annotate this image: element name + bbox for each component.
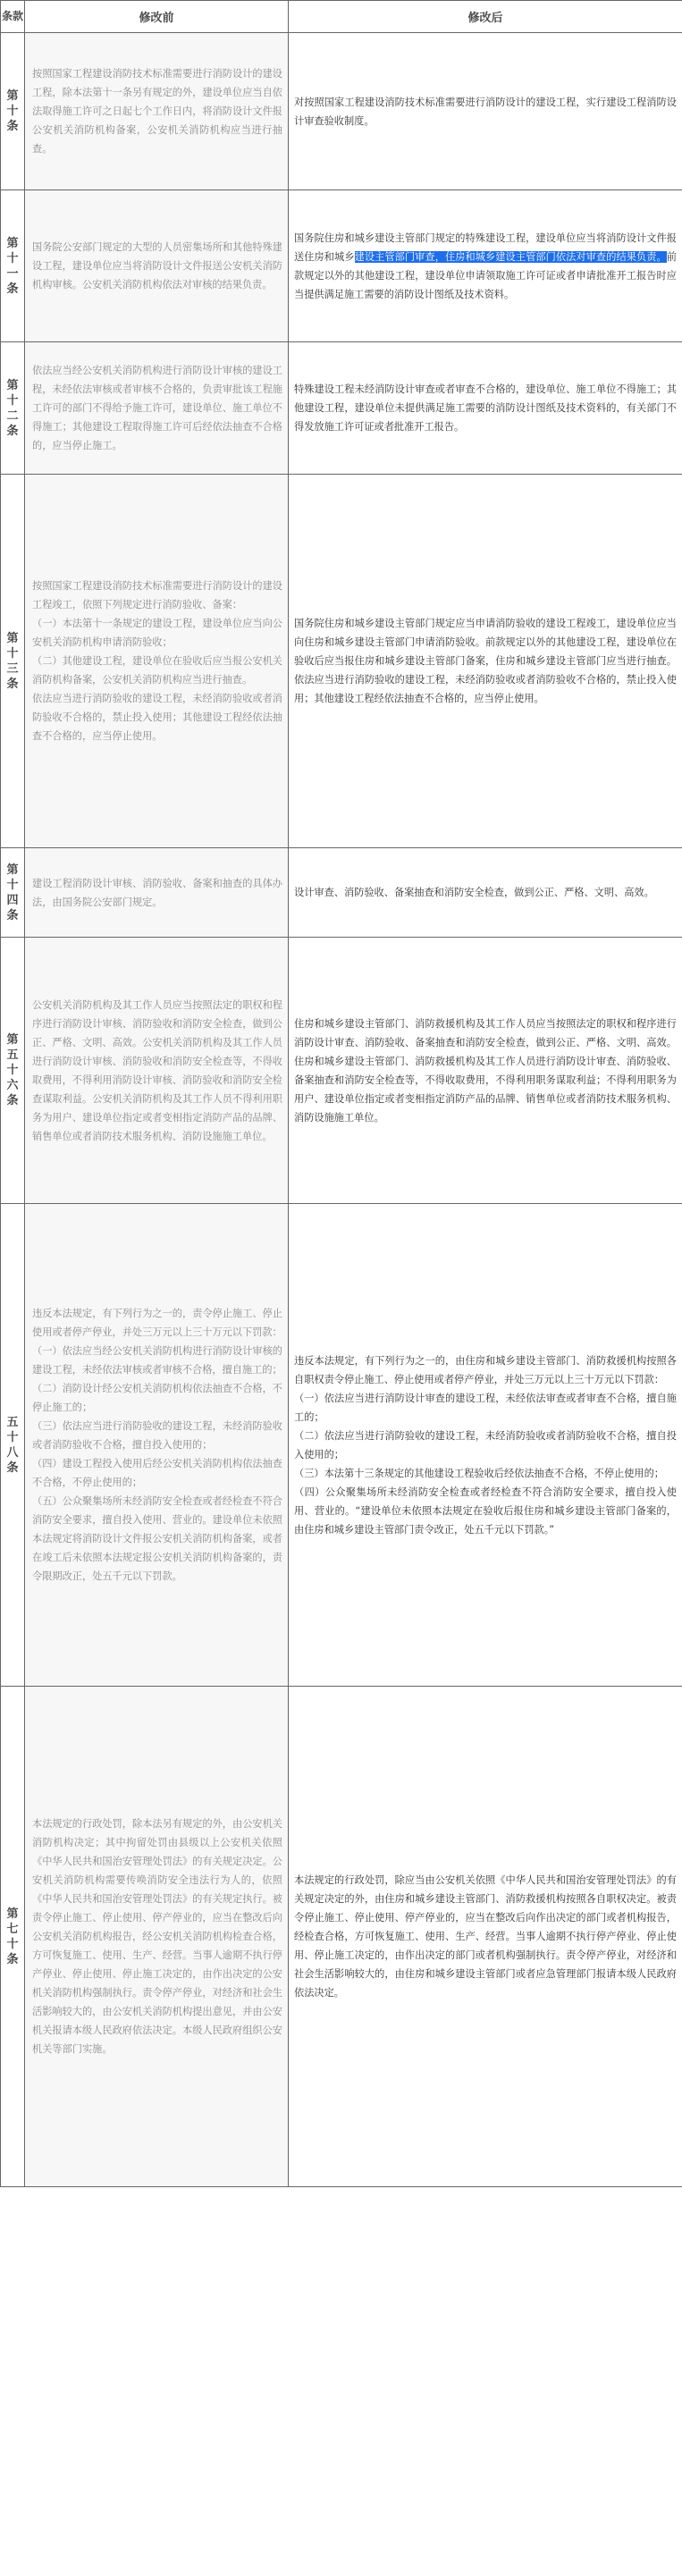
header-after: 修改后 [289, 1, 682, 33]
table-row [1, 342, 682, 475]
before-text: 公安机关消防机构及其工作人员应当按照法定的职权和程序进行消防设计审核、消防验收和消防安全检查，做到公正、严格、文明、高效。公安机关消防机构及其工作人员进行消防设计审核、消防验收和消防安全检查等，不得收取费用，不得利用消防设计审核、消防验收和消防安全检查谋取利益。公安机关消防机构及其工作人员不得利用职务为用户、建设单位指定或者变相指定消防产品的品牌、销售单位或者消防技术服务机构、消防设施施工单位。 [32, 998, 282, 1142]
header-article: 条款 [1, 1, 25, 33]
after-text: 对按照国家工程建设消防技术标准需要进行消防设计的建设工程，实行建设工程消防设计审查验收制度。 [294, 96, 677, 127]
header-row [1, 1, 682, 33]
after-text: 特殊建设工程未经消防设计审查或者审查不合格的，建设单位、施工单位不得施工；其他建设工程，建设单位未提供满足施工需要的消防设计图纸及技术资料的，有关部门不得发放施工许可证或者批准开工报告。 [294, 383, 677, 433]
after-text: 本法规定的行政处罚，除应当由公安机关依照《中华人民共和国治安管理处罚法》的有关规定决定的外，由住房和城乡建设主管部门、消防救援机构按照各自职权决定。被责令停止施工、停止使用、停产停业的，应当在整改后向作出决定的部门或者机构报告，经检查合格，方可恢复施工、使用、生产、经营。当事人逾期不执行停产停业、停止使用、停止施工决定的，由作出决定的部门或者机构强制执行。责令停产停业，对经济和社会生活影响较大的，由住房和城乡建设主管部门或者应急管理部门报请本级人民政府依法决定。 [294, 1874, 677, 1999]
before-paragraph: （三）依法应当进行消防验收的建设工程，未经消防验收或者消防验收不合格，擅自投入使用的； [32, 1420, 282, 1451]
before-text: 建设工程消防设计审核、消防验收、备案和抽查的具体办法，由国务院公安部门规定。 [32, 877, 282, 908]
before-paragraph: （一）本法第十一条规定的建设工程，建设单位应当向公安机关消防机构申请消防验收； [32, 618, 282, 648]
table-row [1, 1687, 682, 2187]
article-cell: 第 十 三 条 [1, 475, 25, 848]
after-paragraph: （四）公众聚集场所未经消防安全检查或者经检查不符合消防安全要求，擅自投入使用、营业的。“建设单位未依照本法规定在验收后报住房和城乡建设主管部门备案的，由住房和城乡建设主管部门责令改正，处五千元以下罚款。” [294, 1486, 677, 1536]
before-cell [25, 848, 289, 938]
table-row [1, 190, 682, 342]
before-paragraph: （一）依法应当经公安机关消防机构进行消防设计审核的建设工程，未经依法审核或者审核不合格，擅自施工的； [32, 1345, 282, 1376]
after-paragraph: （二）依法应当进行消防验收的建设工程，未经消防验收或者消防验收不合格，擅自投入使用的； [294, 1429, 677, 1461]
highlighted-text[interactable]: 建设主管部门审查，住房和城乡建设主管部门依法对审查的结果负责。 [354, 250, 667, 263]
after-cell [289, 848, 682, 938]
before-cell [25, 938, 289, 1204]
after-text-part: 前款规定以外的其他建设工程，建设单位申请领取施工许可证或者申请批准开工报告时应当提供满足施工需要的消防设计图纸及技术资料。 [294, 250, 677, 300]
after-text: 国务院住房和城乡建设主管部门规定应当申请消防验收的建设工程竣工，建设单位应当向住房和城乡建设主管部门申请消防验收。前款规定以外的其他建设工程，建设单位在验收后应当报住房和城乡建设主管部门备案，住房和城乡建设主管部门应当进行抽查。依法应当进行消防验收的建设工程，未经消防验收或者消防验收不合格的，禁止投入使用；其他建设工程经依法抽查不合格的，应当停止使用。 [294, 618, 677, 704]
before-cell [25, 33, 289, 190]
before-paragraph: 违反本法规定，有下列行为之一的，责令停止施工、停止使用或者停产停业，并处三万元以上三十万元以下罚款： [32, 1308, 282, 1338]
table-row [1, 1204, 682, 1687]
before-text: 依法应当经公安机关消防机构进行消防设计审核的建设工程，未经依法审核或者审核不合格的，负责审批该工程施工许可的部门不得给予施工许可，建设单位、施工单位不得施工；其他建设工程取得施工许可后经依法抽查不合格的，应当停止施工。 [32, 365, 282, 451]
before-paragraph: 按照国家工程建设消防技术标准需要进行消防设计的建设工程竣工，依照下列规定进行消防验收、备案： [32, 580, 282, 610]
after-cell [289, 1204, 682, 1687]
article-cell: 第 七 十 条 [1, 1687, 25, 2187]
table-row [1, 33, 682, 190]
before-text: 本法规定的行政处罚，除本法另有规定的外，由公安机关消防机构决定；其中拘留处罚由县级以上公安机关依照《中华人民共和国治安管理处罚法》的有关规定决定。公安机关消防机构需要传唤消防安全违法行为人的，依照《中华人民共和国治安管理处罚法》的有关规定执行。被责令停止施工、停止使用、停产停业的，应当在整改后向公安机关消防机构报告，经公安机关消防机构检查合格，方可恢复施工、使用、生产、经营。当事人逾期不执行停产停业、停止使用、停止施工决定的，由作出决定的公安机关消防机构强制执行。责令停产停业，对经济和社会生活影响较大的，由公安机关消防机构提出意见，并由公安机关报请本级人民政府依法决定。本级人民政府组织公安机关等部门实施。 [32, 1818, 282, 2055]
article-cell: 五 十 八 条 [1, 1204, 25, 1687]
header-before: 修改前 [25, 1, 289, 33]
before-paragraph: （二）消防设计经公安机关消防机构依法抽查不合格，不停止施工的； [32, 1383, 282, 1413]
before-paragraph: （五）公众聚集场所未经消防安全检查或者经检查不符合消防安全要求，擅自投入使用、营业的。建设单位未依照本法规定将消防设计文件报公安机关消防机构备案，或者在竣工后未依照本法规定报公安机关消防机构备案的，责令限期改正，处五千元以下罚款。 [32, 1495, 282, 1582]
before-paragraph: （二）其他建设工程，建设单位在验收后应当报公安机关消防机构备案，公安机关消防机构应当进行抽查。 [32, 655, 282, 686]
after-cell [289, 475, 682, 848]
table-row [1, 848, 682, 938]
after-paragraph: （三）本法第十三条规定的其他建设工程验收后经依法抽查不合格，不停止使用的； [294, 1467, 664, 1479]
before-cell [25, 1204, 289, 1687]
before-text: 国务院公安部门规定的大型的人员密集场所和其他特殊建设工程，建设单位应当将消防设计文件报送公安机关消防机构审核。公安机关消防机构依法对审核的结果负责。 [32, 241, 282, 290]
article-cell: 第 十 四 条 [1, 848, 25, 938]
article-cell: 第 十 二 条 [1, 342, 25, 475]
after-text-part: 国务院住房和城乡建设主管部门规定的特殊建设工程，建设单位应当将消防设计文件报送住房和城乡 [294, 232, 677, 263]
after-text [294, 229, 677, 304]
before-text: 按照国家工程建设消防技术标准需要进行消防设计的建设工程，除本法第十一条另有规定的外，建设单位应当自依法取得施工许可之日起七个工作日内，将消防设计文件报公安机关消防机构备案，公安机关消防机构应当进行抽查。 [32, 68, 282, 155]
before-paragraph: 依法应当进行消防验收的建设工程，未经消防验收或者消防验收不合格的，禁止投入使用；其他建设工程经依法抽查不合格的，应当停止使用。 [32, 693, 282, 742]
before-cell [25, 475, 289, 848]
before-cell [25, 1687, 289, 2187]
after-paragraph: 违反本法规定，有下列行为之一的，由住房和城乡建设主管部门、消防救援机构按照各自职权责令停止施工、停止使用或者停产停业，并处三万元以上三十万元以下罚款： [294, 1354, 677, 1385]
after-cell [289, 938, 682, 1204]
after-text: 住房和城乡建设主管部门、消防救援机构及其工作人员应当按照法定的职权和程序进行消防设计审查、消防验收、备案抽查和消防安全检查，做到公正、严格、文明、高效。住房和城乡建设主管部门、消防救援机构及其工作人员进行消防设计审查、消防验收、备案抽查和消防安全检查等，不得收取费用，不得利用职务谋取利益；不得利用职务为用户、建设单位指定或者变相指定消防产品的品牌、销售单位或者消防技术服务机构、消防设施施工单位。 [294, 1017, 677, 1124]
after-cell [289, 342, 682, 475]
article-cell: 第 十 条 [1, 33, 25, 190]
article-cell: 第 十 一 条 [1, 190, 25, 342]
table-row [1, 938, 682, 1204]
before-cell [25, 190, 289, 342]
after-cell [289, 190, 682, 342]
table-row [1, 475, 682, 848]
before-paragraph: （四）建设工程投入使用后经公安机关消防机构依法抽查不合格，不停止使用的； [32, 1458, 282, 1488]
article-cell: 第 五 十 六 条 [1, 938, 25, 1204]
before-cell [25, 342, 289, 475]
after-cell [289, 1687, 682, 2187]
after-cell [289, 33, 682, 190]
after-paragraph: （一）依法应当进行消防设计审查的建设工程，未经依法审查或者审查不合格，擅自施工的； [294, 1392, 677, 1423]
after-text: 设计审查、消防验收、备案抽查和消防安全检查，做到公正、严格、文明、高效。 [294, 887, 654, 898]
